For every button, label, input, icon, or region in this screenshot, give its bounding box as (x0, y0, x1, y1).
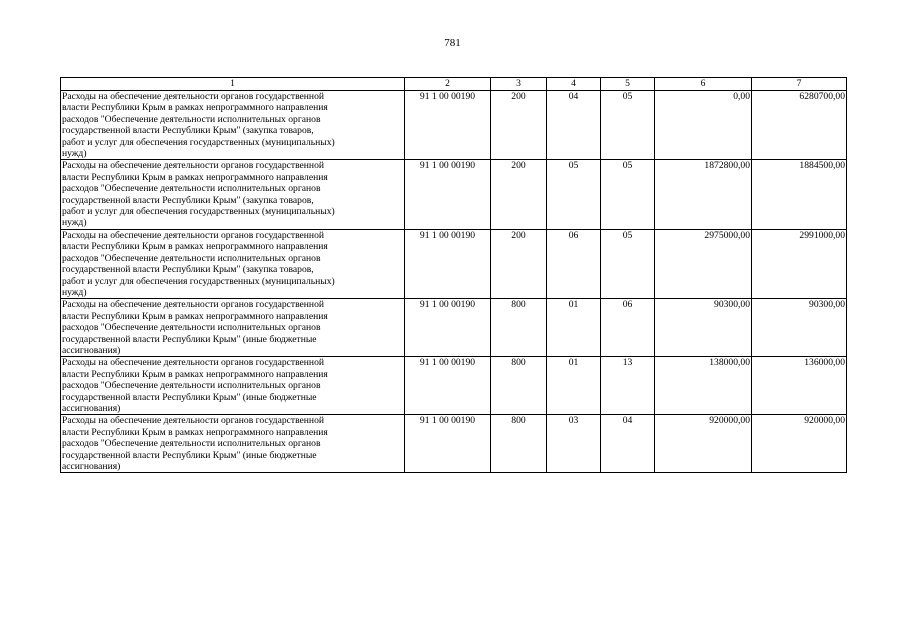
column-header-3: 3 (491, 78, 547, 91)
row-section: 06 (547, 229, 601, 298)
description-line: Расходы на обеспечение деятельности органов государственной (62, 229, 325, 241)
description-line: Расходы на обеспечение деятельности органов государственной (62, 299, 325, 311)
row-amount-col6: 138000,00 (655, 357, 752, 415)
column-header-4: 4 (547, 78, 601, 91)
header-row (61, 78, 847, 91)
row-subsection: 04 (601, 415, 655, 473)
row-expense-type: 800 (491, 357, 547, 415)
row-target-code: 91 1 00 00190 (405, 299, 491, 357)
description-line: власти Республики Крым в рамках непрограммного направления (62, 426, 328, 438)
row-description (61, 91, 405, 160)
page-number: 781 (444, 37, 461, 49)
row-subsection: 05 (601, 160, 655, 229)
row-subsection: 05 (601, 229, 655, 298)
description-line: государственной власти Республики Крым" (закупка товаров, (62, 194, 314, 206)
description-line: расходов "Обеспечение деятельности исполнительных органов (62, 183, 321, 195)
row-description (61, 229, 405, 298)
row-amount-col6: 90300,00 (655, 299, 752, 357)
row-section: 05 (547, 160, 601, 229)
row-expense-type: 200 (491, 229, 547, 298)
description-line: расходов "Обеспечение деятельности исполнительных органов (62, 438, 321, 450)
table-row (61, 160, 847, 229)
row-expense-type: 800 (491, 415, 547, 473)
table-row (61, 415, 847, 473)
description-line: власти Республики Крым в рамках непрограммного направления (62, 171, 328, 183)
row-section: 03 (547, 415, 601, 473)
row-amount-col6: 0,00 (655, 91, 752, 160)
description-line: расходов "Обеспечение деятельности исполнительных органов (62, 380, 321, 392)
row-amount-col7: 6280700,00 (752, 91, 847, 160)
row-subsection: 13 (601, 357, 655, 415)
row-description (61, 299, 405, 357)
description-line: нужд) (62, 148, 87, 160)
row-expense-type: 200 (491, 91, 547, 160)
description-line: государственной власти Республики Крым" (иные бюджетные (62, 391, 317, 403)
description-line: ассигнования) (62, 344, 121, 356)
table-row (61, 91, 847, 160)
row-expense-type: 800 (491, 299, 547, 357)
row-target-code: 91 1 00 00190 (405, 357, 491, 415)
description-line: ассигнования) (62, 461, 121, 472)
description-line: Расходы на обеспечение деятельности органов государственной (62, 160, 325, 172)
description-line: власти Республики Крым в рамках непрограммного направления (62, 102, 328, 114)
row-section: 01 (547, 357, 601, 415)
row-subsection: 05 (601, 91, 655, 160)
description-line: ассигнования) (62, 402, 121, 414)
description-line: работ и услуг для обеспечения государственных (муниципальных) (62, 275, 335, 287)
row-description (61, 357, 405, 415)
row-amount-col7: 90300,00 (752, 299, 847, 357)
row-target-code: 91 1 00 00190 (405, 415, 491, 473)
row-amount-col6: 920000,00 (655, 415, 752, 473)
table-row (61, 357, 847, 415)
row-target-code: 91 1 00 00190 (405, 229, 491, 298)
row-amount-col6: 1872800,00 (655, 160, 752, 229)
column-header-7: 7 (752, 78, 847, 91)
row-target-code: 91 1 00 00190 (405, 91, 491, 160)
description-line: работ и услуг для обеспечения государственных (муниципальных) (62, 136, 335, 148)
table-row (61, 299, 847, 357)
description-line: расходов "Обеспечение деятельности исполнительных органов (62, 252, 321, 264)
description-line: Расходы на обеспечение деятельности органов государственной (62, 415, 325, 427)
row-amount-col7: 136000,00 (752, 357, 847, 415)
column-header-6: 6 (655, 78, 752, 91)
description-line: работ и услуг для обеспечения государственных (муниципальных) (62, 206, 335, 218)
description-line: государственной власти Республики Крым" (иные бюджетные (62, 333, 317, 345)
row-amount-col7: 920000,00 (752, 415, 847, 473)
row-description (61, 160, 405, 229)
budget-table (60, 77, 847, 473)
description-line: Расходы на обеспечение деятельности органов государственной (62, 91, 325, 102)
description-line: власти Республики Крым в рамках непрограммного направления (62, 241, 328, 253)
row-amount-col7: 1884500,00 (752, 160, 847, 229)
row-expense-type: 200 (491, 160, 547, 229)
description-line: государственной власти Республики Крым" (закупка товаров, (62, 125, 314, 137)
table-body (61, 91, 847, 473)
row-amount-col7: 2991000,00 (752, 229, 847, 298)
column-header-5: 5 (601, 78, 655, 91)
description-line: расходов "Обеспечение деятельности исполнительных органов (62, 322, 321, 334)
row-target-code: 91 1 00 00190 (405, 160, 491, 229)
table-row (61, 229, 847, 298)
column-header-2: 2 (405, 78, 491, 91)
description-line: власти Республики Крым в рамках непрограммного направления (62, 368, 328, 380)
row-section: 01 (547, 299, 601, 357)
description-line: государственной власти Республики Крым" (иные бюджетные (62, 449, 317, 461)
row-description (61, 415, 405, 473)
row-amount-col6: 2975000,00 (655, 229, 752, 298)
description-line: нужд) (62, 217, 87, 229)
row-subsection: 06 (601, 299, 655, 357)
description-line: государственной власти Республики Крым" (закупка товаров, (62, 264, 314, 276)
description-line: нужд) (62, 286, 87, 298)
description-line: Расходы на обеспечение деятельности органов государственной (62, 357, 325, 369)
row-section: 04 (547, 91, 601, 160)
description-line: власти Республики Крым в рамках непрограммного направления (62, 310, 328, 322)
description-line: расходов "Обеспечение деятельности исполнительных органов (62, 113, 321, 125)
column-header-1: 1 (61, 78, 405, 91)
